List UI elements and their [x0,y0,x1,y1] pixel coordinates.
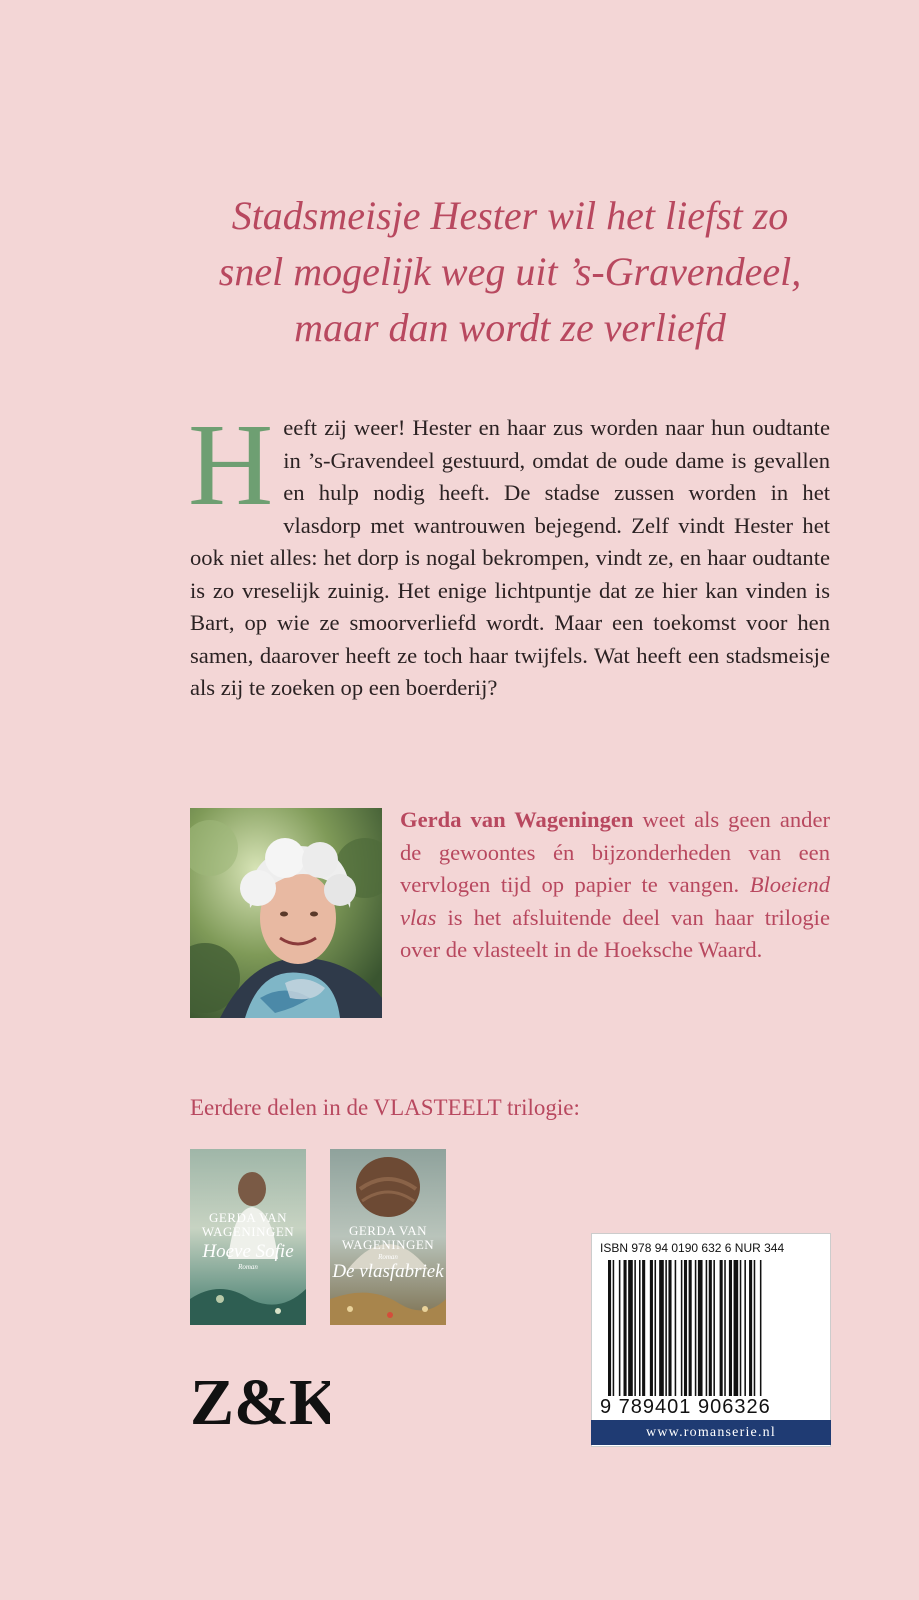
series-heading: Eerdere delen in de VLASTEELT trilogie: [190,1095,580,1120]
barcode-bar [608,1260,611,1410]
barcode-bar [675,1260,677,1396]
barcode-bar [684,1260,687,1410]
barcode-bar [613,1260,615,1410]
tagline [190,188,830,356]
cover1-title: Hoeve Sofie [202,1241,294,1262]
publisher-logo [190,1366,330,1446]
barcode-bar [639,1260,641,1396]
barcode-bar [665,1260,667,1396]
barcode [591,1233,831,1447]
barcode-bar [624,1260,627,1396]
barcode-bars [608,1260,814,1410]
barcode-bar [681,1260,683,1396]
barcode-bar [655,1260,657,1396]
blurb [188,399,830,705]
cover2-author: GERDA VAN WAGENINGEN [341,1223,435,1252]
publisher-logo-text: Z&K [190,1366,330,1439]
barcode-bar [760,1260,762,1410]
cover2-subtitle: Roman [378,1253,398,1261]
tagline-line-2: snel mogelijk weg uit ’s-Gravendeel, [218,249,802,294]
barcode-bar [706,1260,708,1396]
barcode-bar [628,1260,633,1396]
barcode-bar [734,1260,739,1396]
barcode-bar [709,1260,712,1396]
barcode-bar [720,1260,723,1396]
blurb-text: eeft zij weer! Hester en haar zus worden naar hun oudtante in ’s-Gravendeel gestuurd, omdat de oude dame is gevallen en hulp nodig heeft. De stadse zussen worden in het vlasdorp met wantrouwen bejegend. Zelf vindt Hester het ook niet alles: het dorp is nogal bekrompen, vindt ze, en haar oudtante is zo vreselijk zuinig. Het enige lichtpuntje dat ze hier kan vinden is Bart, op wie ze smoorverliefd wordt. Maar een toekomst voor hen samen, daarover heeft ze toch haar twijfels. Wat heeft een stadsmeisje als zij te zoeken op een boerderij? [190,415,830,700]
isbn: ISBN 978 94 0190 632 6 NUR 344 [600,1241,785,1255]
barcode-bar [642,1260,645,1396]
author-name: Gerda van Wageningen [400,807,634,832]
tagline-line-3: maar dan wordt ze verliefd [294,305,726,350]
cover1-subtitle: Roman [238,1263,258,1271]
barcode-bar [729,1260,732,1396]
barcode-bar [619,1260,621,1396]
cover2-title: De vlasfabriek [332,1261,444,1282]
dropcap: H [188,399,274,530]
cover1-author: GERDA VAN WAGENINGEN [201,1210,295,1239]
author-photo [190,808,382,1018]
barcode-bar [740,1260,742,1396]
barcode-bar [713,1260,715,1396]
bio-text-1: weet als geen ander de gewoontes én bijzonderheden van een vervlogen tijd op papier te vangen. [400,807,830,897]
bio-text-2: is het afsluitende deel van haar trilogie over de vlasteelt in de Hoeksche Waard. [400,904,830,962]
cover-hoeve-sofie [190,1149,306,1325]
ean-digits: 9 789401 906326 [598,1396,826,1419]
website-url: www.romanserie.nl [591,1420,831,1445]
book-title: Bloeiend vlas [400,872,830,930]
barcode-bar [650,1260,653,1396]
cover-de-vlasfabriek [330,1149,446,1325]
barcode-bar [659,1260,664,1396]
barcode-bar [634,1260,636,1396]
barcode-bar [689,1260,692,1396]
barcode-bar [744,1260,746,1396]
barcode-bar [754,1260,756,1396]
barcode-bar [668,1260,671,1396]
author-bio [400,804,830,967]
tagline-line-1: Stadsmeisje Hester wil het liefst zo [231,193,789,238]
barcode-bar [749,1260,752,1396]
barcode-bar [698,1260,703,1396]
barcode-bar [724,1260,726,1396]
barcode-bar [695,1260,697,1396]
